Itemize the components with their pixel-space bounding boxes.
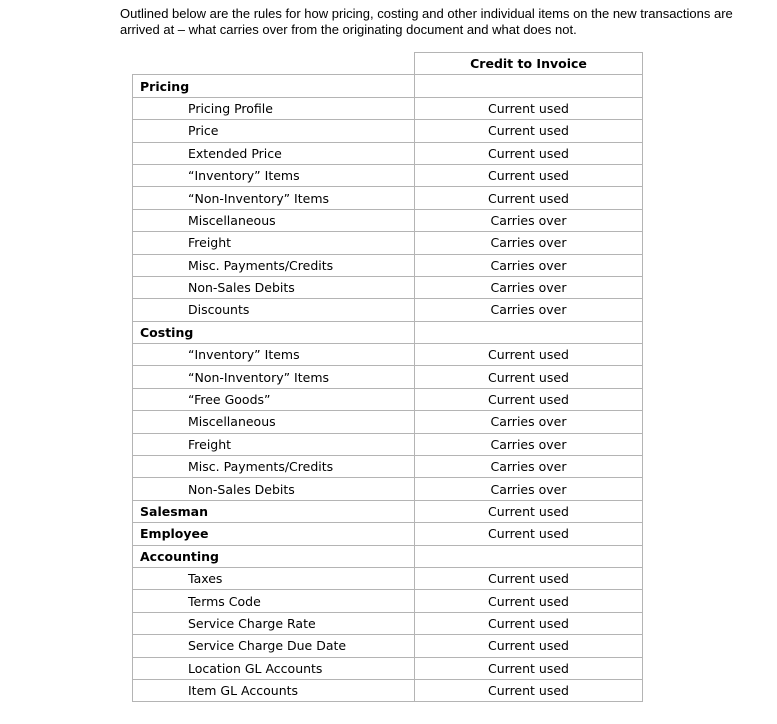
credit-to-invoice-value [415, 321, 643, 343]
section-row [133, 321, 643, 343]
credit-to-invoice-value: Current used [415, 120, 643, 142]
item-label: Misc. Payments/Credits [133, 254, 415, 276]
table-row [133, 456, 643, 478]
table-row [133, 142, 643, 164]
table-row [133, 635, 643, 657]
section-row [133, 75, 643, 97]
credit-to-invoice-value: Current used [415, 366, 643, 388]
item-label: “Non-Inventory” Items [133, 187, 415, 209]
item-label: “Non-Inventory” Items [133, 366, 415, 388]
table-row [133, 254, 643, 276]
credit-to-invoice-value: Current used [415, 679, 643, 701]
item-label: Pricing Profile [133, 97, 415, 119]
credit-to-invoice-value: Carries over [415, 478, 643, 500]
credit-to-invoice-value: Current used [415, 500, 643, 522]
table-header-row [133, 53, 643, 75]
table-row [133, 344, 643, 366]
credit-to-invoice-value: Current used [415, 164, 643, 186]
table-row [133, 612, 643, 634]
section-label: Employee [133, 523, 415, 545]
item-label: “Inventory” Items [133, 164, 415, 186]
item-label: “Inventory” Items [133, 344, 415, 366]
credit-to-invoice-value: Current used [415, 142, 643, 164]
section-row [133, 500, 643, 522]
section-label: Pricing [133, 75, 415, 97]
table-row [133, 590, 643, 612]
table-row [133, 411, 643, 433]
credit-to-invoice-value [415, 75, 643, 97]
table-row [133, 164, 643, 186]
table-row [133, 478, 643, 500]
item-label: Item GL Accounts [133, 679, 415, 701]
item-label: Miscellaneous [133, 411, 415, 433]
credit-to-invoice-value: Current used [415, 344, 643, 366]
item-label: Service Charge Due Date [133, 635, 415, 657]
item-label: “Free Goods” [133, 388, 415, 410]
item-label: Non-Sales Debits [133, 478, 415, 500]
table-row [133, 388, 643, 410]
table-body [133, 75, 643, 702]
column-header-credit-to-invoice: Credit to Invoice [415, 53, 643, 75]
item-label: Taxes [133, 567, 415, 589]
credit-to-invoice-value [415, 545, 643, 567]
table-row [133, 433, 643, 455]
item-label: Misc. Payments/Credits [133, 456, 415, 478]
header-blank-cell [133, 53, 415, 75]
table-row [133, 276, 643, 298]
item-label: Service Charge Rate [133, 612, 415, 634]
section-row [133, 523, 643, 545]
table-row [133, 679, 643, 701]
credit-to-invoice-value: Current used [415, 97, 643, 119]
credit-to-invoice-value: Current used [415, 388, 643, 410]
intro-paragraph: Outlined below are the rules for how pricing, costing and other individual items on the new transactions are arrived at – what carries over from the originating document and what does not. [120, 6, 733, 37]
item-label: Non-Sales Debits [133, 276, 415, 298]
credit-to-invoice-value: Carries over [415, 254, 643, 276]
credit-to-invoice-value: Carries over [415, 411, 643, 433]
table-row [133, 97, 643, 119]
credit-to-invoice-value: Carries over [415, 433, 643, 455]
credit-to-invoice-value: Carries over [415, 456, 643, 478]
credit-to-invoice-value: Current used [415, 523, 643, 545]
rules-table [132, 52, 643, 702]
credit-to-invoice-value: Current used [415, 635, 643, 657]
credit-to-invoice-value: Carries over [415, 299, 643, 321]
credit-to-invoice-value: Current used [415, 657, 643, 679]
credit-to-invoice-value: Current used [415, 590, 643, 612]
item-label: Location GL Accounts [133, 657, 415, 679]
table-row [133, 232, 643, 254]
table-row [133, 209, 643, 231]
credit-to-invoice-value: Current used [415, 612, 643, 634]
table-row [133, 657, 643, 679]
table-row [133, 366, 643, 388]
section-label: Accounting [133, 545, 415, 567]
section-label: Costing [133, 321, 415, 343]
table-row [133, 120, 643, 142]
credit-to-invoice-value: Current used [415, 567, 643, 589]
credit-to-invoice-value: Carries over [415, 276, 643, 298]
item-label: Freight [133, 433, 415, 455]
item-label: Extended Price [133, 142, 415, 164]
credit-to-invoice-value: Carries over [415, 209, 643, 231]
table-row [133, 299, 643, 321]
item-label: Miscellaneous [133, 209, 415, 231]
item-label: Discounts [133, 299, 415, 321]
item-label: Terms Code [133, 590, 415, 612]
item-label: Price [133, 120, 415, 142]
credit-to-invoice-value: Carries over [415, 232, 643, 254]
section-label: Salesman [133, 500, 415, 522]
credit-to-invoice-value: Current used [415, 187, 643, 209]
table-row [133, 567, 643, 589]
item-label: Freight [133, 232, 415, 254]
section-row [133, 545, 643, 567]
table-row [133, 187, 643, 209]
